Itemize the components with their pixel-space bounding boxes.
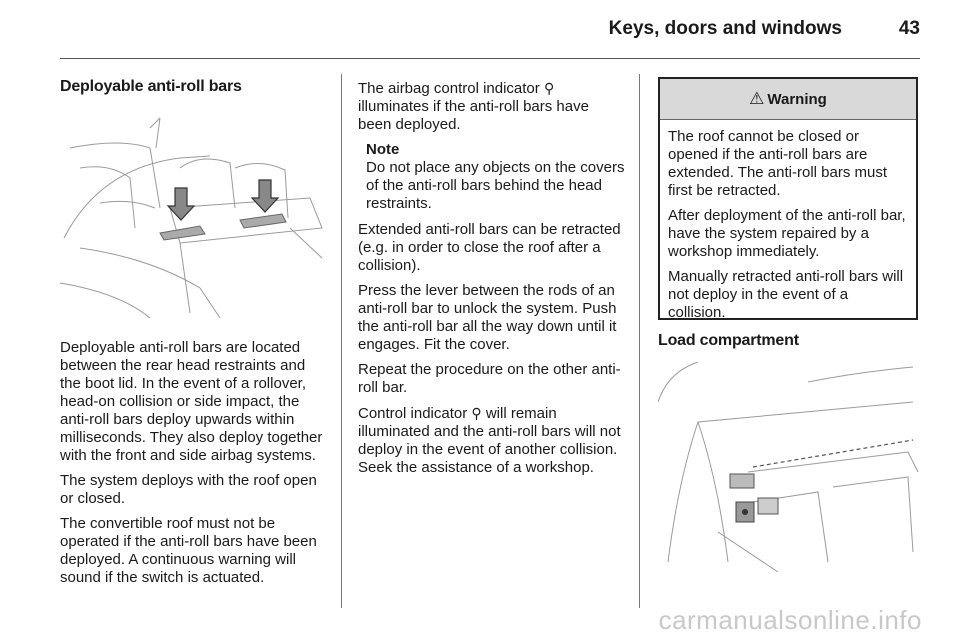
warning-body — [660, 120, 916, 322]
warning-paragraph: The roof cannot be closed or opened if the anti-roll bars are extended. The anti-roll bars must first be retracted. — [668, 128, 888, 199]
airbag-indicator-icon: ⚲ — [543, 80, 555, 96]
paragraph: Press the lever between the rods of an anti-roll bar to unlock the system. Push the anti-roll bar all the way down until it engages. Fit the cover. — [358, 282, 617, 353]
page-header-title: Keys, doors and windows — [608, 18, 842, 39]
warning-box — [658, 77, 918, 320]
note-block — [366, 141, 626, 213]
paragraph: Extended anti-roll bars can be retracted (e.g. in order to close the roof after a collision). — [358, 221, 621, 274]
note-title: Note — [366, 141, 400, 158]
anti-roll-bars-illustration — [60, 108, 324, 318]
load-compartment-section — [658, 332, 920, 577]
middle-column — [358, 79, 626, 484]
paragraph-airbag-indicator — [358, 79, 626, 134]
page-number: 43 — [898, 18, 920, 39]
warning-header — [660, 79, 916, 120]
section-heading-anti-roll-bars: Deployable anti-roll bars — [60, 78, 242, 95]
text-segment: Control indicator — [358, 405, 472, 422]
column-divider-2 — [639, 74, 640, 608]
text-segment: The airbag control indicator — [358, 80, 544, 97]
airbag-indicator-icon: ⚲ — [471, 405, 482, 421]
warning-icon: ⚠ — [749, 89, 765, 108]
left-column — [60, 78, 324, 594]
paragraph: Deployable anti-roll bars are located between the rear head restraints and the boot lid. In the event of a rollover, head-on collision or side impact, the anti-roll bars deploy upwards within milliseconds. They also deploy together with the front and side airbag systems. — [60, 339, 323, 464]
column-divider-1 — [341, 74, 342, 608]
warning-paragraph: After deployment of the anti-roll bar, have the system repaired by a workshop immediately. — [668, 207, 906, 260]
text-segment: will remain illuminated and the anti-roll bars will not deploy in the event of another collision. Seek the assistance of a workshop. — [358, 405, 621, 476]
header-divider — [60, 58, 920, 59]
warning-paragraph: Manually retracted anti-roll bars will not deploy in the event of a collision. — [668, 268, 904, 321]
note-text: Do not place any objects on the covers of the anti-roll bars behind the head restraints. — [366, 159, 625, 212]
text-segment: illuminates if the anti-roll bars have been deployed. — [358, 98, 589, 133]
warning-title: Warning — [767, 90, 827, 108]
section-heading-load-compartment: Load compartment — [658, 332, 799, 349]
paragraph-control-indicator — [358, 404, 626, 477]
watermark: carmanualsonline.info — [658, 605, 922, 635]
paragraph: The system deploys with the roof open or closed. — [60, 472, 317, 507]
paragraph: The convertible roof must not be operated if the anti-roll bars have been deployed. A continuous warning will sound if the switch is actuated. — [60, 515, 317, 586]
load-compartment-illustration — [658, 362, 920, 572]
paragraph: Repeat the procedure on the other anti-roll bar. — [358, 361, 621, 396]
